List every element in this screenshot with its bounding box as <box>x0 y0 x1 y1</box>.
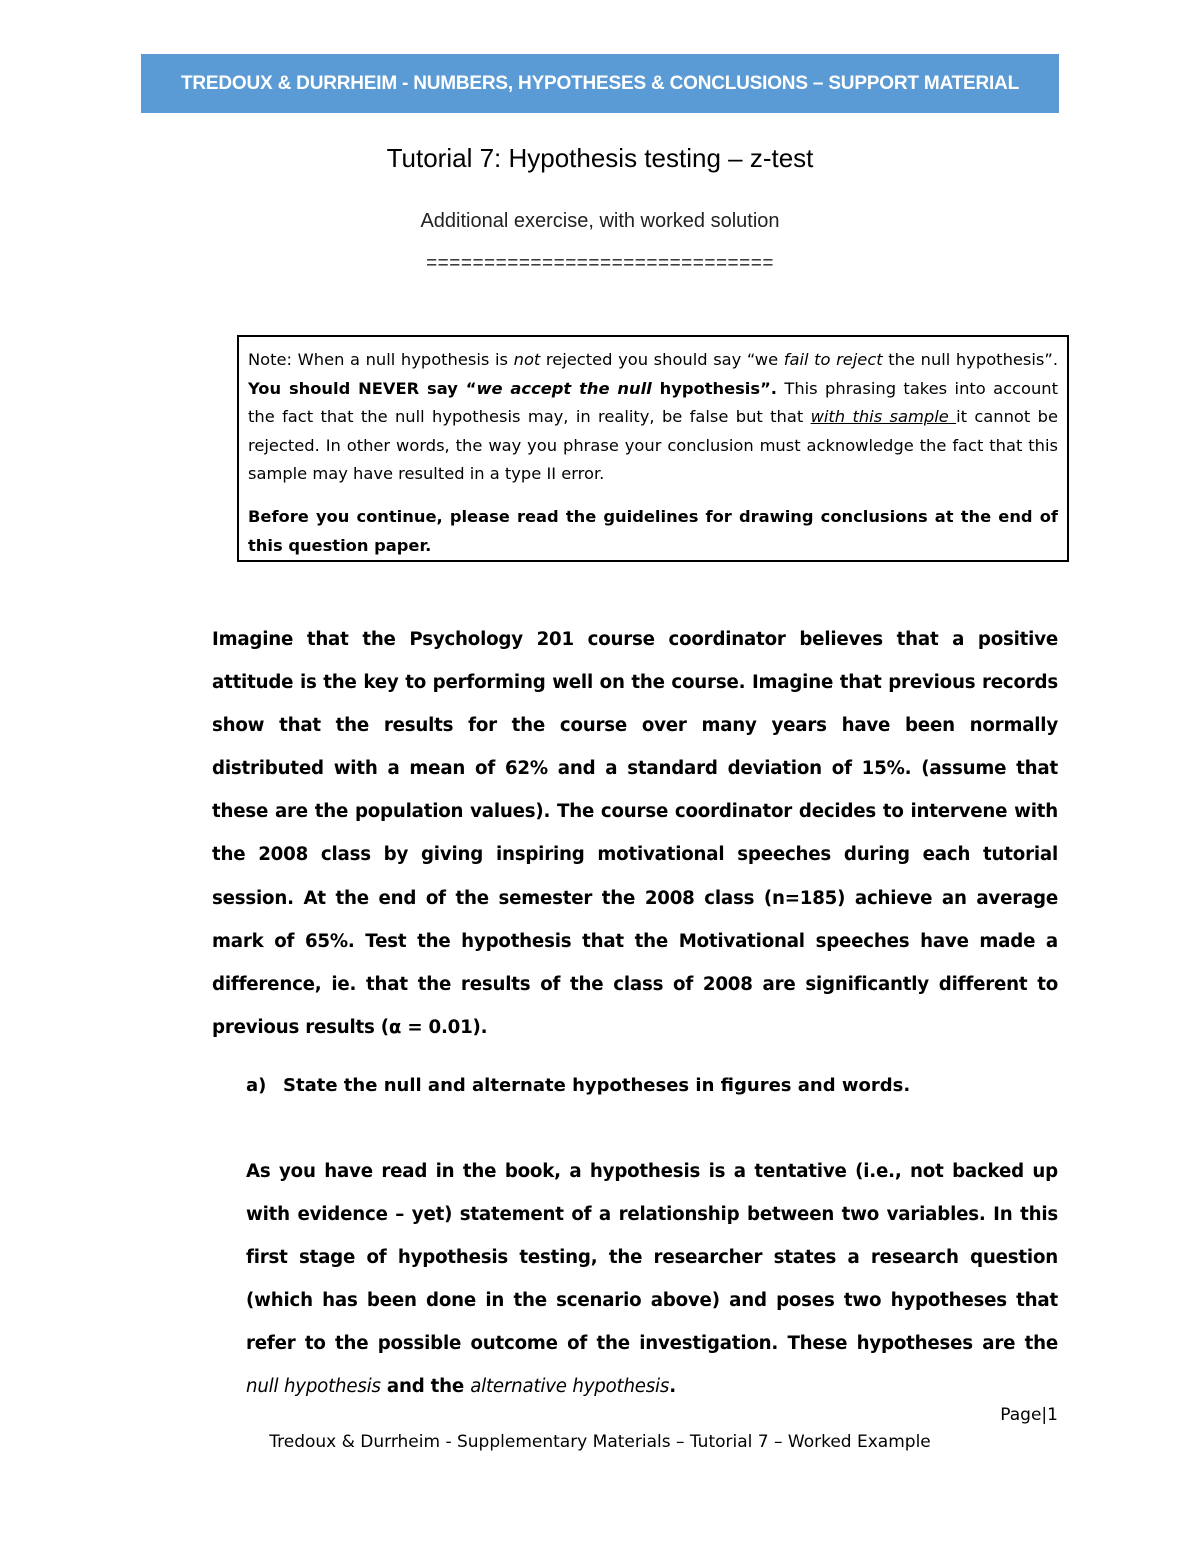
note-never-warning: You should NEVER say “we accept the null hypothesis”. <box>248 378 777 398</box>
header-banner <box>141 54 1059 113</box>
note-box <box>237 335 1069 562</box>
note-instruction: Before you continue, please read the guidelines for drawing conclusions at the end of this question paper. <box>248 506 1058 555</box>
note-label: Note: <box>248 350 293 369</box>
question-a-letter: a) <box>246 1075 267 1096</box>
question-a-text: State the null and alternate hypotheses in figures and words. <box>283 1075 911 1096</box>
explanation-paragraph: As you have read in the book, a hypothesis is a tentative (i.e., not backed up with evidence – yet) statement of a relationship between two variables. In this first stage of hypothesis testing, the researcher states a research question (which has been done in the scenario above) and poses two hypotheses that refer to the possible outcome of the investigation. These hypotheses are the null hypothesis and the alternative hypothesis. <box>246 1161 1058 1398</box>
page-title: Tutorial 7: Hypothesis testing – z-test <box>386 143 814 173</box>
note-fail-to-reject: fail to reject <box>783 350 883 369</box>
note-paragraph: Note: When a null hypothesis is not rejected you should say “we fail to reject the null hypothesis”. You should NEVER say “we accept the null hypothesis”. This phrasing takes into account the fact that the null hypothesis may, in reality, be false but that with this sample it cannot be rejected. In other words, the way you phrase your conclusion must acknowledge the fact that this sample may have resulted in a type II error. <box>248 350 1058 484</box>
page-footer: Tredoux & Durrheim - Supplementary Materials – Tutorial 7 – Worked Example <box>269 1432 931 1452</box>
question-a <box>246 1068 1058 1104</box>
page-number: Page|1 <box>1000 1405 1058 1425</box>
separator-rule: ============================== <box>426 253 774 274</box>
term-null-hypothesis: null hypothesis <box>246 1376 381 1398</box>
note-with-this-sample: with this sample <box>810 407 957 427</box>
page-subtitle: Additional exercise, with worked solution <box>420 210 780 232</box>
note-not: not <box>513 350 541 369</box>
scenario-paragraph: Imagine that the Psychology 201 course coordinator believes that a positive attitude is the key to performing well on the course. Imagine that previous records show that the results for the course over many years have been normally distributed with a mean of 62% and a standard deviation of 15%. (assume that these are the population values). The course coordinator decides to intervene with the 2008 class by giving inspiring motivational speeches during each tutorial session. At the end of the semester the 2008 class (n=185) achieve an average mark of 65%. Test the hypothesis that the Motivational speeches have made a difference, ie. that the results of the class of 2008 are significantly different to previous results (α = 0.01). <box>212 629 1058 1038</box>
term-alternative-hypothesis: alternative hypothesis <box>470 1376 670 1398</box>
header-banner-text: TREDOUX & DURRHEIM - NUMBERS, HYPOTHESES & CONCLUSIONS – SUPPORT MATERIAL <box>181 72 1019 94</box>
